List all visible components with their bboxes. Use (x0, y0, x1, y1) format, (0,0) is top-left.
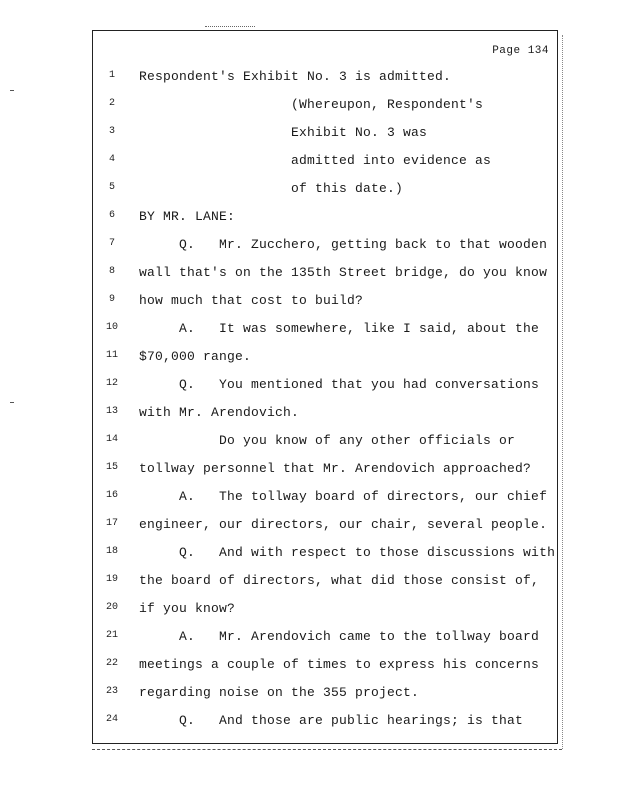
line-number: 6 (108, 210, 115, 221)
line-number: 21 (105, 630, 118, 641)
line-text: how much that cost to build? (139, 293, 364, 308)
line-text: $70,000 range. (139, 349, 252, 364)
line-number: 17 (105, 518, 118, 529)
transcript-line (93, 515, 557, 543)
transcript-line (93, 95, 557, 123)
scan-artifact (205, 26, 255, 27)
page-number: Page 134 (492, 45, 549, 57)
line-number: 18 (105, 546, 118, 557)
line-text: the board of directors, what did those consist of, (139, 573, 540, 588)
line-text: Q. And with respect to those discussions with (139, 545, 556, 560)
line-number: 13 (105, 406, 118, 417)
transcript-line (93, 319, 557, 347)
line-number: 11 (105, 350, 118, 361)
line-text: of this date.) (139, 181, 404, 196)
line-text: Q. Mr. Zucchero, getting back to that wooden (139, 237, 548, 252)
line-text: A. Mr. Arendovich came to the tollway board (139, 629, 540, 644)
line-text: wall that's on the 135th Street bridge, do you know (139, 265, 548, 280)
transcript-line (93, 375, 557, 403)
line-number: 2 (108, 98, 115, 109)
line-text: tollway personnel that Mr. Arendovich approached? (139, 461, 532, 476)
line-text: A. The tollway board of directors, our chief (139, 489, 548, 504)
line-text: regarding noise on the 355 project. (139, 685, 420, 700)
line-text: meetings a couple of times to express his concerns (139, 657, 540, 672)
transcript-line (93, 459, 557, 487)
transcript-line (93, 683, 557, 711)
line-number: 12 (105, 378, 118, 389)
transcript-line (93, 347, 557, 375)
line-text: engineer, our directors, our chair, several people. (139, 517, 548, 532)
line-text: Exhibit No. 3 was (139, 125, 428, 140)
scan-mark (10, 90, 14, 91)
transcript-line (93, 627, 557, 655)
line-text: Respondent's Exhibit No. 3 is admitted. (139, 69, 452, 84)
line-number: 9 (108, 294, 115, 305)
transcript-line (93, 487, 557, 515)
transcript-line (93, 151, 557, 179)
transcript-lines (93, 67, 557, 739)
line-number: 15 (105, 462, 118, 473)
line-text: (Whereupon, Respondent's (139, 97, 484, 112)
line-number: 14 (105, 434, 118, 445)
line-text: Q. You mentioned that you had conversations (139, 377, 540, 392)
line-number: 3 (108, 126, 115, 137)
bottom-rule (92, 749, 562, 750)
line-number: 24 (105, 714, 118, 725)
line-number: 1 (108, 70, 115, 81)
scan-mark (10, 402, 14, 403)
transcript-line (93, 571, 557, 599)
transcript-line (93, 67, 557, 95)
line-number: 23 (105, 686, 118, 697)
line-number: 20 (105, 602, 118, 613)
transcript-line (93, 543, 557, 571)
line-text: A. It was somewhere, like I said, about the (139, 321, 540, 336)
line-number: 16 (105, 490, 118, 501)
line-text: Q. And those are public hearings; is that (139, 713, 524, 728)
line-number: 5 (108, 182, 115, 193)
transcript-line (93, 655, 557, 683)
transcript-line (93, 263, 557, 291)
transcript-line (93, 403, 557, 431)
transcript-line (93, 431, 557, 459)
line-text: if you know? (139, 601, 236, 616)
transcript-line (93, 179, 557, 207)
line-number: 22 (105, 658, 118, 669)
line-number: 10 (105, 322, 118, 333)
line-number: 19 (105, 574, 118, 585)
line-text: admitted into evidence as (139, 153, 492, 168)
transcript-line (93, 235, 557, 263)
transcript-line (93, 207, 557, 235)
line-text: BY MR. LANE: (139, 209, 236, 224)
line-text: Do you know of any other officials or (139, 433, 516, 448)
line-number: 7 (108, 238, 115, 249)
transcript-line (93, 291, 557, 319)
line-text: with Mr. Arendovich. (139, 405, 300, 420)
transcript-line (93, 711, 557, 739)
transcript-line (93, 123, 557, 151)
transcript-line (93, 599, 557, 627)
line-number: 8 (108, 266, 115, 277)
transcript-frame (92, 30, 558, 744)
line-number: 4 (108, 154, 115, 165)
